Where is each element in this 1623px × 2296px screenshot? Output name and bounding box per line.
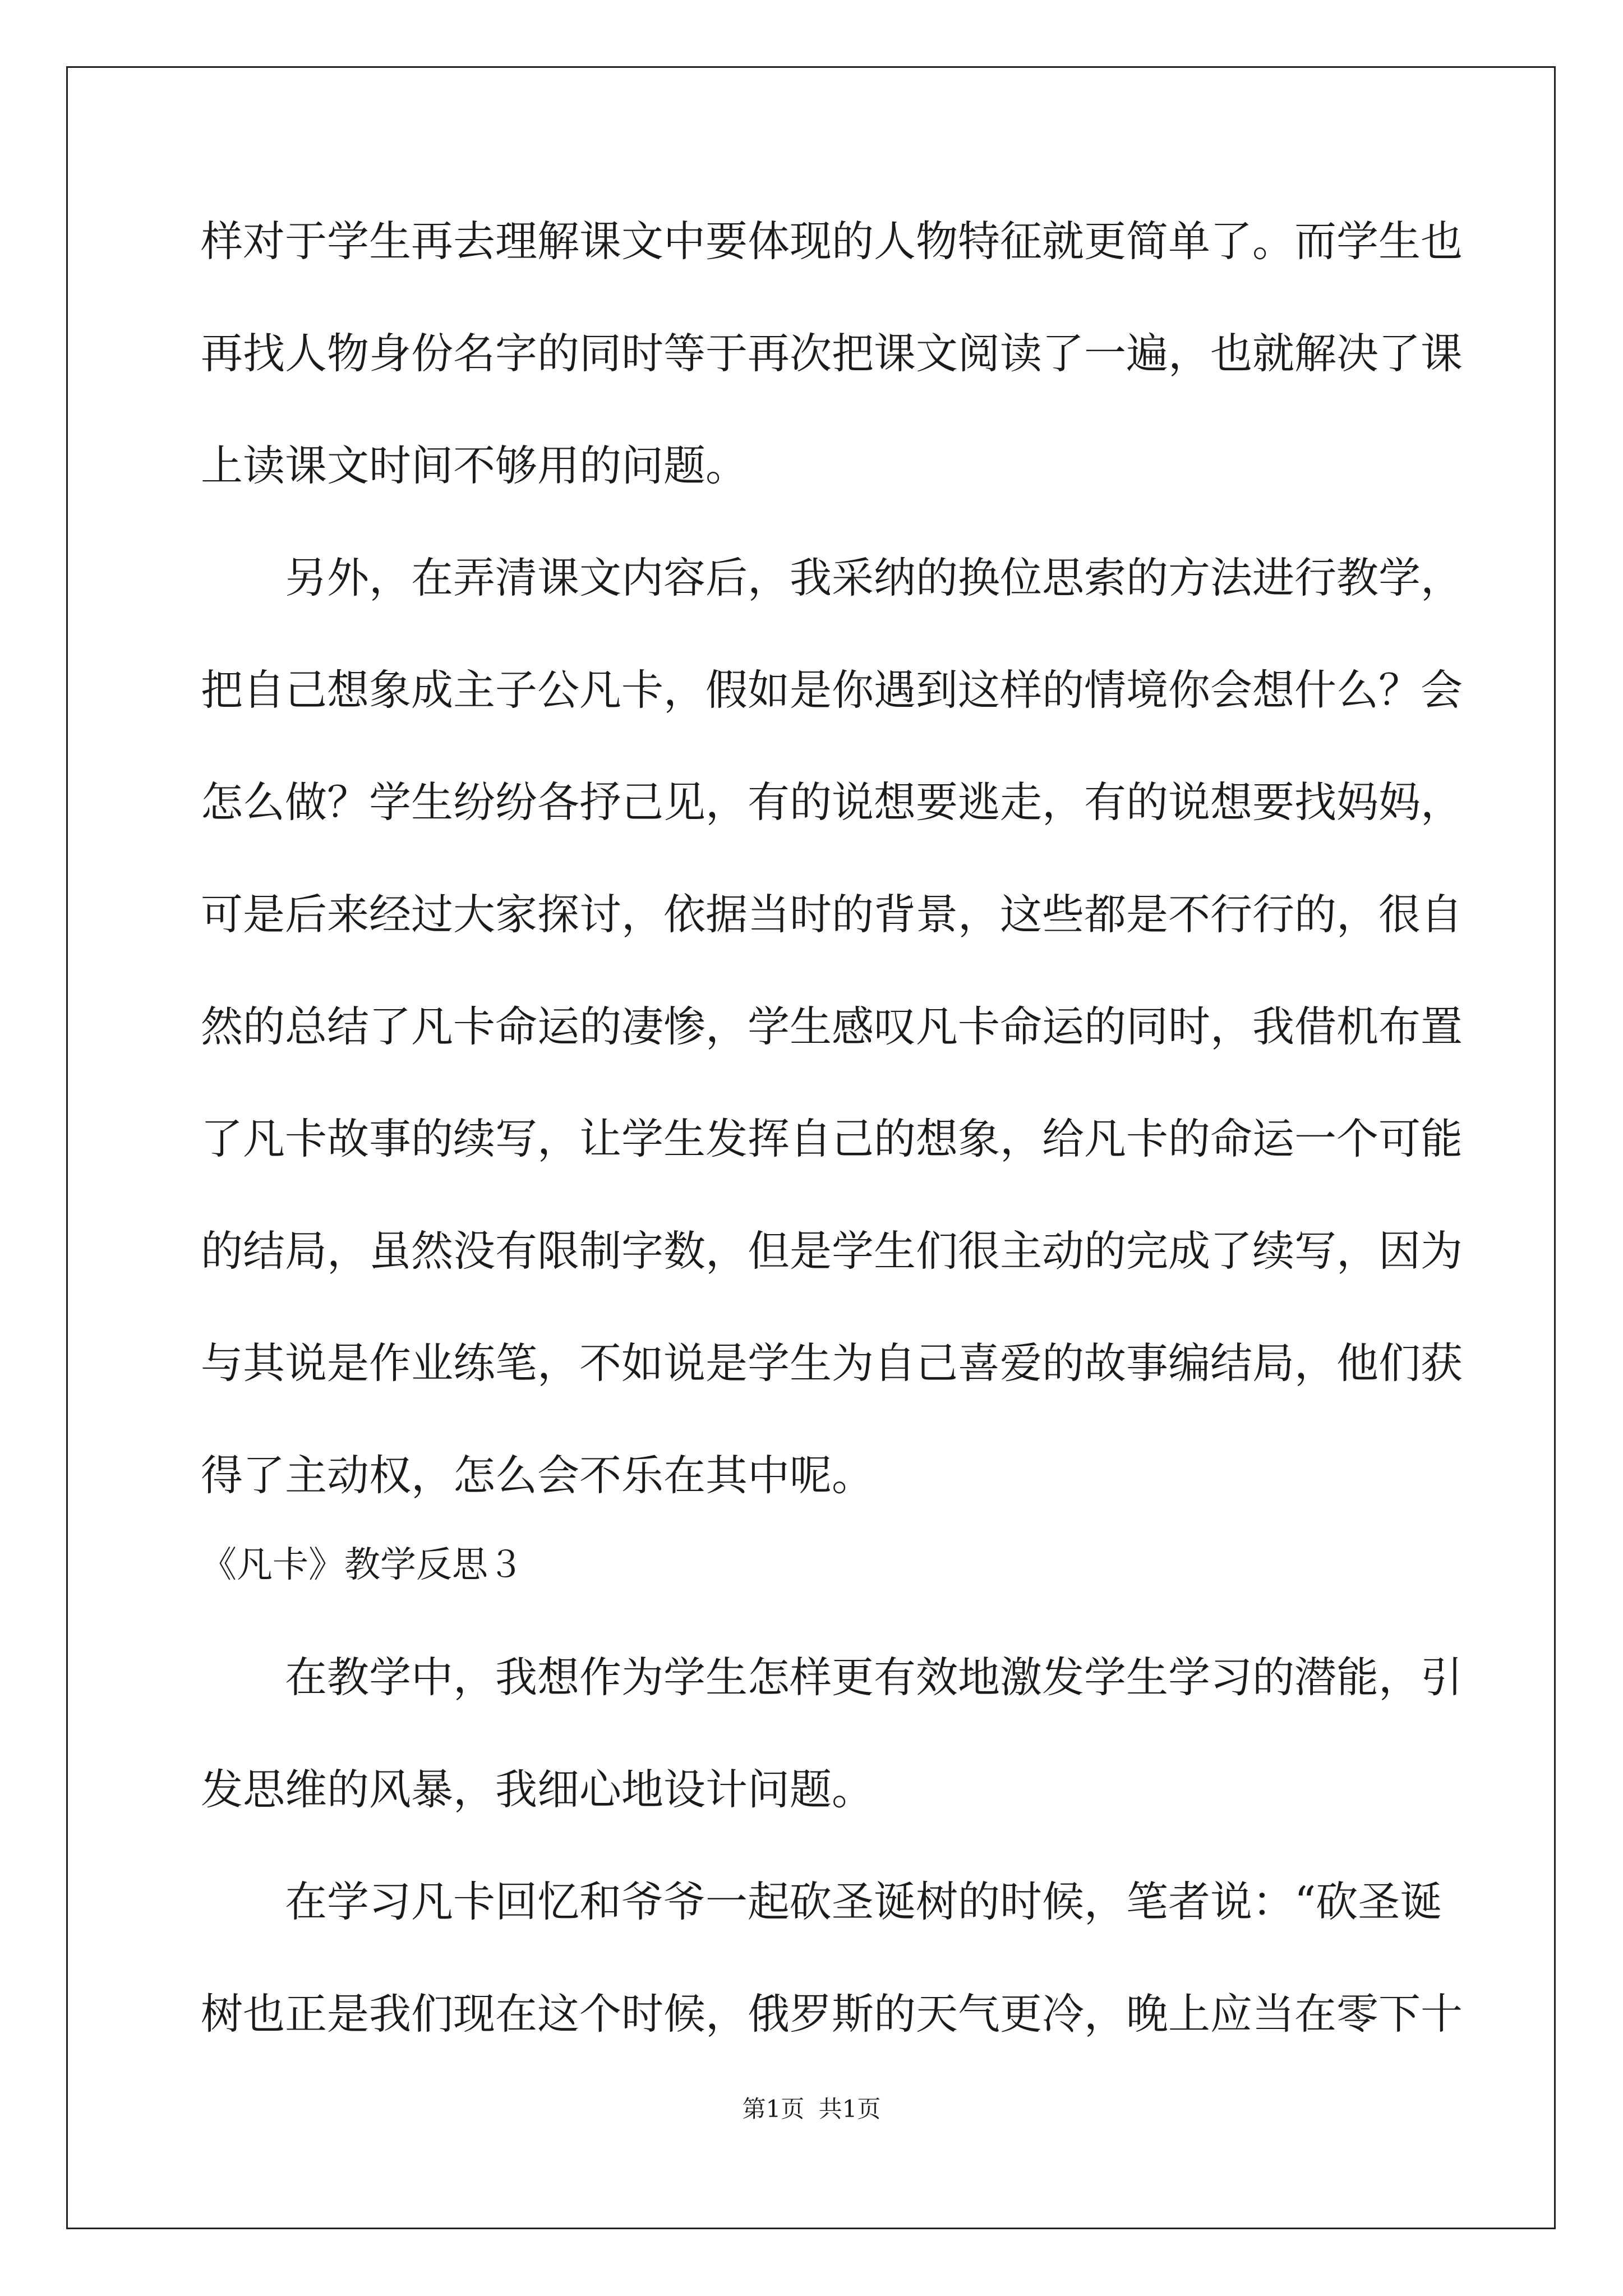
text-line: 了凡卡故事的续写，让学生发挥自己的想象，给凡卡的命运一个可能 [201, 1114, 1463, 1163]
text-line: 与其说是作业练笔，不如说是学生为自己喜爱的故事编结局，他们获 [201, 1338, 1463, 1388]
text-line: 的结局，虽然没有限制字数，但是学生们很主动的完成了续写，因为 [201, 1226, 1463, 1276]
text-line: 样对于学生再去理解课文中要体现的人物特征就更简单了。而学生也 [201, 217, 1463, 266]
page-footer [0, 2092, 1623, 2126]
paragraph-start-line: 另外，在弄清课文内容后，我采纳的换位思索的方法进行教学， [285, 553, 1463, 602]
text-line: 得了主动权，怎么会不乐在其中呢。 [201, 1451, 874, 1500]
section-heading: 《凡卡》教学反思３ [201, 1544, 524, 1586]
text-line: 可是后来经过大家探讨，依据当时的背景，这些都是不行行的，很自 [201, 890, 1463, 939]
text-line: 把自己想象成主子公凡卡，假如是你遇到这样的情境你会想什么？会 [201, 665, 1463, 715]
text-line: 再找人物身份名字的同时等于再次把课文阅读了一遍，也就解决了课 [201, 329, 1463, 378]
text-line: 怎么做？学生纷纷各抒己见，有的说想要逃走，有的说想要找妈妈， [201, 777, 1463, 827]
page-number: 第1页 [742, 2095, 805, 2123]
paragraph-start-line: 在学习凡卡回忆和爷爷一起砍圣诞树的时候，笔者说：“砍圣诞 [285, 1877, 1442, 1926]
text-line: 上读课文时间不够用的问题。 [201, 441, 748, 490]
text-line: 发思维的风暴，我细心地设计问题。 [201, 1765, 874, 1814]
text-line: 然的总结了凡卡命运的凄惨，学生感叹凡卡命运的同时，我借机布置 [201, 1002, 1463, 1051]
page-total: 共1页 [818, 2095, 881, 2123]
text-line: 树也正是我们现在这个时候，俄罗斯的天气更冷，晚上应当在零下十 [201, 1989, 1463, 2039]
paragraph-start-line: 在教学中，我想作为学生怎样更有效地激发学生学习的潜能，引 [285, 1653, 1463, 1702]
